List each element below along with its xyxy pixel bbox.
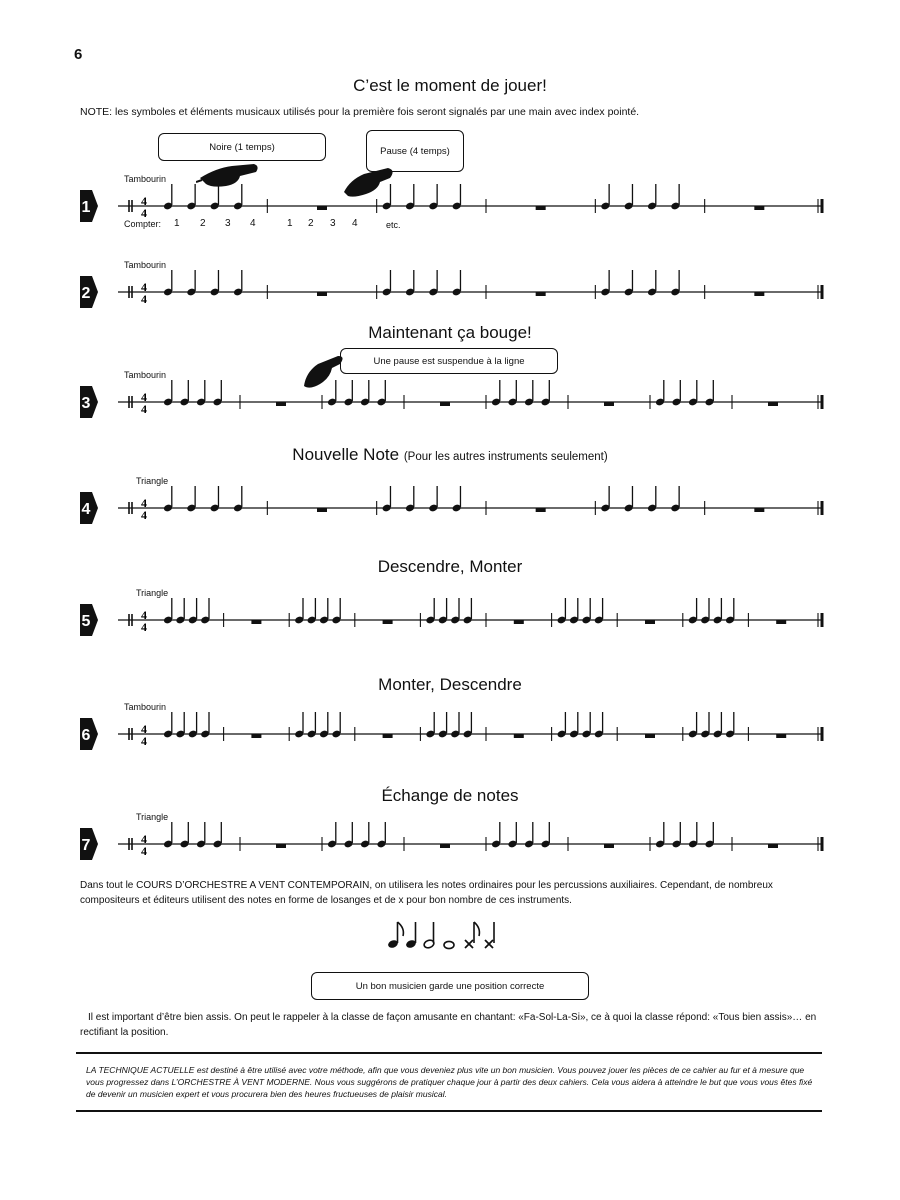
section-title-text: Descendre, Monter [377, 557, 523, 576]
instrument-label: Tambourin [124, 174, 167, 184]
staff-svg [0, 368, 900, 428]
whole-rest [536, 292, 546, 296]
exercise-number: 6 [81, 727, 91, 744]
whole-rest [317, 508, 327, 512]
whole-rest [514, 620, 524, 624]
whole-rest [754, 206, 764, 210]
exercise-number: 3 [81, 395, 91, 412]
footer-rule-bottom [76, 1110, 822, 1112]
count-1b: 1 [287, 218, 293, 229]
time-signature-bottom: 4 [141, 292, 147, 306]
whole-rest [440, 844, 450, 848]
whole-rest [604, 402, 614, 406]
exercise-5 [0, 586, 900, 646]
exercise-number: 1 [81, 199, 91, 216]
exercise-2 [0, 258, 900, 318]
callout-noire: Noire (1 temps) [158, 133, 326, 161]
exercise-number-badge [80, 190, 98, 222]
exercise-number: 5 [81, 613, 91, 630]
note-text: NOTE: les symboles et éléments musicaux utilisés pour la première fois seront signalés par une main avec index pointé. [80, 106, 640, 118]
instrument-label: Tambourin [124, 260, 167, 270]
staff-svg [0, 810, 900, 870]
count-2: 2 [200, 218, 206, 229]
whole-rest [276, 402, 286, 406]
time-signature-bottom: 4 [141, 508, 147, 522]
section-title-1 [0, 76, 900, 96]
staff-svg [0, 586, 900, 646]
time-signature-top: 4 [141, 280, 147, 294]
count-1: 1 [174, 218, 180, 229]
section-title-text: C’est le moment de jouer! [353, 76, 547, 95]
note-shapes-icon [385, 918, 515, 952]
whole-rest [536, 206, 546, 210]
whole-rest [440, 402, 450, 406]
staff-svg [0, 474, 900, 534]
section-title-2 [0, 323, 900, 343]
section-title-text: Échange de notes [381, 786, 519, 805]
callout-position: Un bon musicien garde une position correcte [311, 972, 589, 1000]
time-signature-top: 4 [141, 194, 147, 208]
whole-rest [776, 734, 786, 738]
section-title-text: Nouvelle Note [292, 445, 400, 464]
section-title-4 [0, 557, 900, 577]
exercise-number-badge [80, 276, 98, 308]
exercise-number-badge [80, 828, 98, 860]
section-title-6 [0, 786, 900, 806]
footer-text: LA TECHNIQUE ACTUELLE est destiné à être utilisé avec votre méthode, afin que vous deveniez plus vite un bon musicien. Vous pouvez jouer les pièces de ce cahier au fur et à mesure que vous progressez dans L’ORCHESTRE À VENT MODERNE. Nous vous suggérons de pratiquer chaque jour à partir des deux cahiers. Cela vous aidera à atteindre le but que vous vous êtes fixé de devenir un musicien expert et vous procurera bien des heures fructueuses de plaisir musical. [86, 1065, 813, 1099]
whole-rest [754, 292, 764, 296]
time-signature-top: 4 [141, 496, 147, 510]
count-label: Compter: [124, 219, 162, 229]
time-signature-top: 4 [141, 722, 147, 736]
section-subtitle: (Pour les autres instruments seulement) [403, 451, 608, 463]
time-signature-top: 4 [141, 832, 147, 846]
section-title-3 [0, 445, 900, 465]
exercise-6 [0, 700, 900, 760]
exercise-3 [0, 368, 900, 428]
exercise-number-badge [80, 386, 98, 418]
instrument-label: Triangle [136, 812, 169, 822]
whole-rest [645, 620, 655, 624]
whole-rest [383, 620, 393, 624]
callout-suspendue: Une pause est suspendue à la ligne [340, 348, 558, 374]
exercise-number-badge [80, 492, 98, 524]
count-etc: etc. [386, 220, 401, 230]
instrument-label: Triangle [136, 476, 169, 486]
percussion-paragraph: Dans tout le COURS D’ORCHESTRE A VENT CONTEMPORAIN, on utilisera les notes ordinaires pour les percussions auxiliaires. Cependant, de nombreux compositeurs et éditeurs utilisent des notes en forme de losanges et de x pour bon nombre de ces instruments. [80, 880, 773, 906]
section-title-5 [0, 675, 900, 695]
time-signature-top: 4 [141, 390, 147, 404]
count-2b: 2 [308, 218, 314, 229]
instrument-label: Tambourin [124, 370, 167, 380]
whole-rest [514, 734, 524, 738]
footer-rule-top [76, 1052, 822, 1054]
whole-rest [776, 620, 786, 624]
section-title-text: Monter, Descendre [378, 675, 522, 694]
time-signature-bottom: 4 [141, 402, 147, 416]
whole-rest [251, 734, 261, 738]
time-signature-bottom: 4 [141, 844, 147, 858]
time-signature-bottom: 4 [141, 620, 147, 634]
exercise-number: 7 [81, 837, 91, 854]
count-3b: 3 [330, 218, 336, 229]
instrument-label: Tambourin [124, 702, 167, 712]
whole-rest [251, 620, 261, 624]
whole-rest [317, 292, 327, 296]
whole-rest [645, 734, 655, 738]
section-title-text: Maintenant ça bouge! [368, 323, 532, 342]
callout-pause: Pause (4 temps) [366, 130, 464, 172]
exercise-number-badge [80, 718, 98, 750]
staff-svg [0, 700, 900, 760]
whole-rest [768, 402, 778, 406]
staff-svg [0, 258, 900, 318]
exercise-number: 4 [81, 501, 91, 518]
position-paragraph: Il est important d’être bien assis. On peut le rappeler à la classe de façon amusante en chantant: «Fa-Sol-La-Si», ce à quoi la classe répond: «Tous bien assis»… en rectifiant la position. [80, 1012, 817, 1038]
whole-rest [317, 206, 327, 210]
exercise-number-badge [80, 604, 98, 636]
whole-rest [276, 844, 286, 848]
whole-rest [383, 734, 393, 738]
whole-rest [768, 844, 778, 848]
exercise-7 [0, 810, 900, 870]
time-signature-bottom: 4 [141, 206, 147, 220]
whole-rest [604, 844, 614, 848]
count-4b: 4 [352, 218, 358, 229]
whole-rest [536, 508, 546, 512]
count-4: 4 [250, 218, 256, 229]
instrument-label: Triangle [136, 588, 169, 598]
whole-rest [754, 508, 764, 512]
exercise-4 [0, 474, 900, 534]
time-signature-top: 4 [141, 608, 147, 622]
exercise-number: 2 [81, 285, 91, 302]
time-signature-bottom: 4 [141, 734, 147, 748]
page-number: 6 [74, 46, 83, 63]
count-3: 3 [225, 218, 231, 229]
